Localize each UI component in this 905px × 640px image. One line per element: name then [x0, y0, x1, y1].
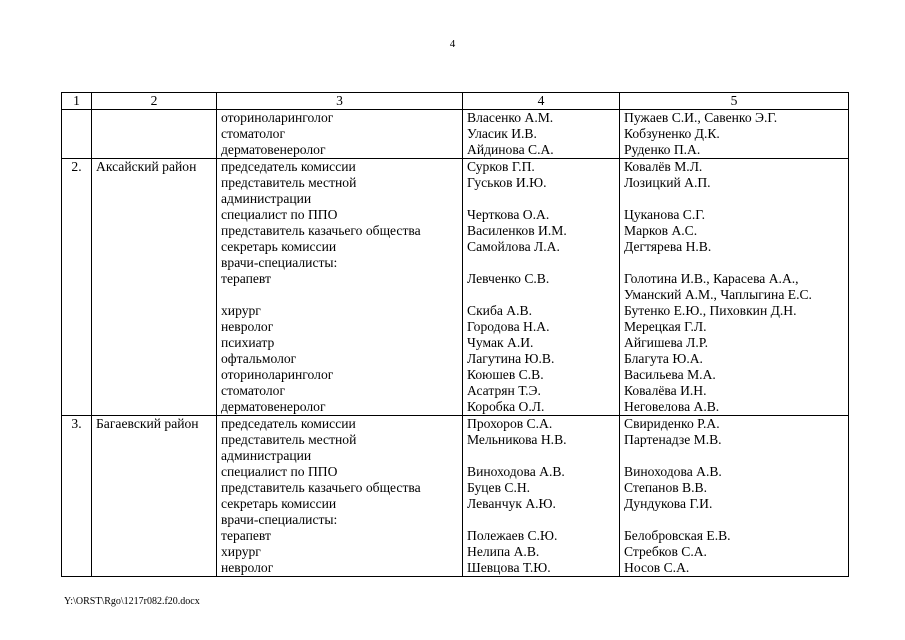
commission-role: председатель комиссии	[221, 416, 356, 431]
commission-role: специалист по ППО	[221, 464, 338, 479]
district-name: Багаевский район	[92, 416, 217, 577]
main-member: Шевцова Т.Ю.	[467, 560, 551, 575]
reserve-member: Носов С.А.	[624, 560, 690, 575]
reserve-member	[624, 448, 844, 464]
reserve-member: Виноходова А.В.	[624, 464, 722, 479]
commission-role: невролог	[221, 560, 274, 575]
reserve-member: Свириденко Р.А.	[624, 416, 720, 431]
main-member	[467, 512, 615, 528]
table-body	[62, 110, 849, 577]
reserve-member: Партенадзе М.В.	[624, 432, 722, 447]
main-member: Прохоров С.А.	[467, 416, 553, 431]
reserve-member: Мерецкая Г.Л.	[624, 319, 707, 334]
commission-role: дерматовенеролог	[221, 399, 326, 414]
main-member-cell	[463, 110, 620, 159]
reserve-member: Степанов В.В.	[624, 480, 707, 495]
commission-role: администрации	[221, 191, 312, 206]
reserve-member: Лозицкий А.П.	[624, 175, 711, 190]
commission-role: терапевт	[221, 528, 271, 543]
table-row	[62, 110, 849, 159]
main-member: Коробка О.Л.	[467, 399, 545, 414]
column-header-4: 4	[463, 93, 620, 110]
commission-role: специалист по ППО	[221, 207, 338, 222]
main-member	[467, 287, 615, 303]
reserve-member: Руденко П.А.	[624, 142, 701, 157]
commission-role-cell	[217, 159, 463, 416]
footer-file-path: Y:\ORST\Rgo\1217r082.f20.docx	[64, 596, 200, 607]
reserve-member: Благута Ю.А.	[624, 351, 703, 366]
reserve-member: Голотина И.В., Карасева А.А.,	[624, 271, 799, 286]
column-header-1: 1	[62, 93, 92, 110]
reserve-member: Кобзуненко Д.К.	[624, 126, 720, 141]
main-member-cell	[463, 416, 620, 577]
main-member: Леванчук А.Ю.	[467, 496, 556, 511]
commission-role	[221, 287, 458, 303]
main-member: Буцев С.Н.	[467, 480, 531, 495]
commission-role: стоматолог	[221, 126, 286, 141]
main-member: Власенко А.М.	[467, 110, 554, 125]
column-header-2: 2	[92, 93, 217, 110]
reserve-member-cell	[620, 110, 849, 159]
reserve-member-cell	[620, 416, 849, 577]
row-number: 3.	[62, 416, 92, 577]
commission-role: офтальмолог	[221, 351, 297, 366]
commission-role-cell	[217, 110, 463, 159]
reserve-member: Ковалёв М.Л.	[624, 159, 703, 174]
reserve-member: Бутенко Е.Ю., Пиховкин Д.Н.	[624, 303, 797, 318]
column-header-5: 5	[620, 93, 849, 110]
main-member: Скиба А.В.	[467, 303, 532, 318]
main-member: Нелипа А.В.	[467, 544, 540, 559]
commission-role: представитель казачьего общества	[221, 480, 421, 495]
reserve-member	[624, 512, 844, 528]
commission-role: секретарь комиссии	[221, 239, 337, 254]
commission-role: представитель казачьего общества	[221, 223, 421, 238]
commission-role: хирург	[221, 544, 261, 559]
main-member: Виноходова А.В.	[467, 464, 565, 479]
commission-role: оториноларинголог	[221, 367, 334, 382]
main-member: Самойлова Л.А.	[467, 239, 560, 254]
reserve-member: Дундукова Г.И.	[624, 496, 713, 511]
main-member: Лагутина Ю.В.	[467, 351, 555, 366]
reserve-member: Ковалёва И.Н.	[624, 383, 707, 398]
commission-role: невролог	[221, 319, 274, 334]
reserve-member: Белобровская Е.В.	[624, 528, 731, 543]
reserve-member: Цуканова С.Г.	[624, 207, 705, 222]
commission-role: представитель местной	[221, 432, 357, 447]
main-member	[467, 448, 615, 464]
commission-role: психиатр	[221, 335, 275, 350]
main-member: Асатрян Т.Э.	[467, 383, 541, 398]
commission-role: врачи-специалисты:	[221, 255, 338, 270]
main-member: Чумак А.И.	[467, 335, 534, 350]
main-member: Гуськов И.Ю.	[467, 175, 547, 190]
reserve-member	[624, 191, 844, 207]
row-number: 2.	[62, 159, 92, 416]
table-row	[62, 416, 849, 577]
reserve-member	[624, 255, 844, 271]
main-member: Черткова О.А.	[467, 207, 550, 222]
main-member: Городова Н.А.	[467, 319, 550, 334]
page-number: 4	[449, 38, 456, 50]
column-header-3: 3	[217, 93, 463, 110]
table-row	[62, 159, 849, 416]
row-number	[62, 110, 92, 159]
reserve-member: Стребков С.А.	[624, 544, 707, 559]
main-member: Уласик И.В.	[467, 126, 537, 141]
reserve-member-cell	[620, 159, 849, 416]
main-member-cell	[463, 159, 620, 416]
district-name: Аксайский район	[92, 159, 217, 416]
main-member: Левченко С.В.	[467, 271, 550, 286]
main-member	[467, 255, 615, 271]
commission-role: администрации	[221, 448, 312, 463]
main-member	[467, 191, 615, 207]
reserve-member: Марков А.С.	[624, 223, 698, 238]
commission-role: председатель комиссии	[221, 159, 356, 174]
commission-role: секретарь комиссии	[221, 496, 337, 511]
commission-role-cell	[217, 416, 463, 577]
main-member: Сурков Г.П.	[467, 159, 535, 174]
commission-role: оториноларинголог	[221, 110, 334, 125]
commission-role: стоматолог	[221, 383, 286, 398]
main-member: Айдинова С.А.	[467, 142, 554, 157]
reserve-member: Уманский А.М., Чаплыгина Е.С.	[624, 287, 812, 302]
commission-role: дерматовенеролог	[221, 142, 326, 157]
reserve-member: Васильева М.А.	[624, 367, 716, 382]
reserve-member: Неговелова А.В.	[624, 399, 720, 414]
main-member: Василенков И.М.	[467, 223, 567, 238]
reserve-member: Дегтярева Н.В.	[624, 239, 712, 254]
commission-role: врачи-специалисты:	[221, 512, 338, 527]
commission-role: терапевт	[221, 271, 271, 286]
main-member: Коюшев С.В.	[467, 367, 544, 382]
commission-role: хирург	[221, 303, 261, 318]
district-name	[92, 110, 217, 159]
commission-role: представитель местной	[221, 175, 357, 190]
commission-table	[61, 92, 849, 577]
reserve-member: Пужаев С.И., Савенко Э.Г.	[624, 110, 778, 125]
main-member: Мельникова Н.В.	[467, 432, 567, 447]
table-header-row	[62, 93, 849, 110]
main-member: Полежаев С.Ю.	[467, 528, 558, 543]
reserve-member: Айгишева Л.Р.	[624, 335, 708, 350]
